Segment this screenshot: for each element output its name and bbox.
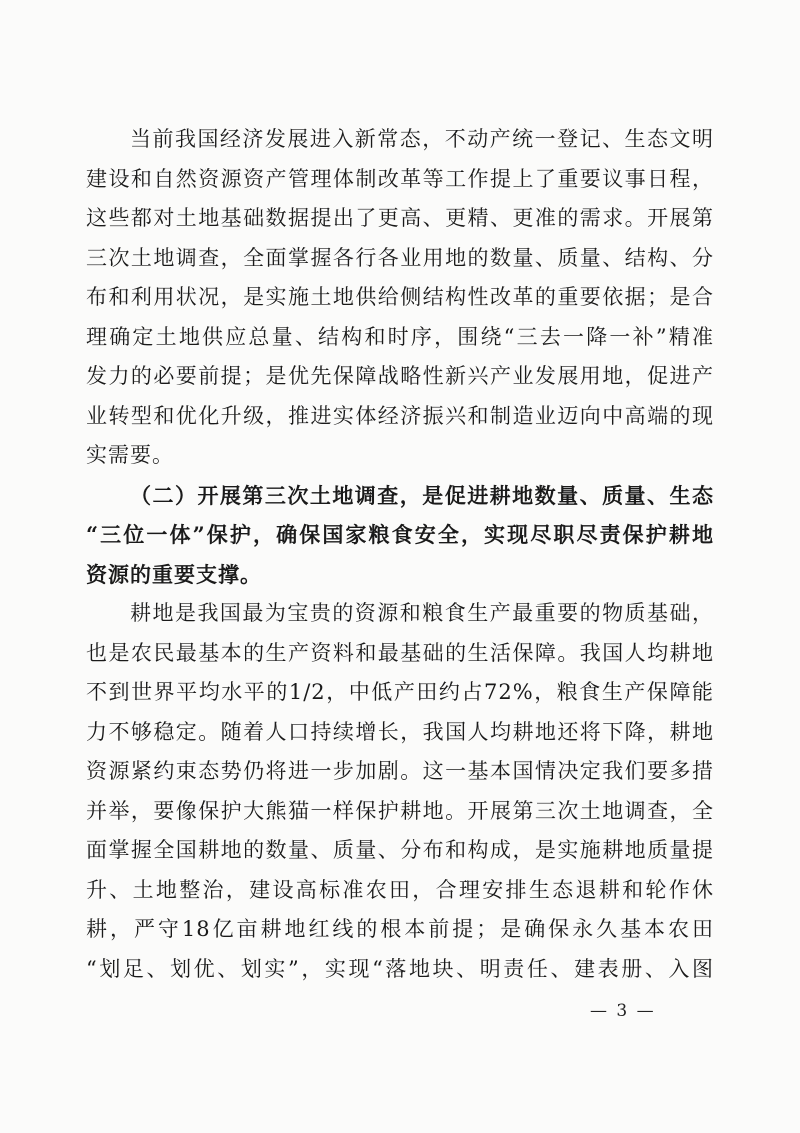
page-number: — 3 — — [590, 1001, 656, 1021]
paragraph-3 — [86, 594, 714, 989]
text-line: 三次土地调查，全面掌握各行各业用地的数量、质量、结构、分 — [86, 245, 714, 270]
text-line: 建设和自然资源资产管理体制改革等工作提上了重要议事日程， — [86, 166, 714, 191]
section-heading-paragraph — [86, 476, 714, 595]
heading-line: “三位一体”保护，确保国家粮食安全，实现尽职尽责保护耕地 — [86, 522, 714, 547]
text-line: 耕，严守18亿亩耕地红线的根本前提；是确保永久基本农田 — [86, 917, 714, 941]
text-line: 也是农民最基本的生产资料和最基础的生活保障。我国人均耕地 — [86, 640, 714, 665]
text-line: 理确定土地供应总量、结构和时序，围绕“三去一降一补”精准 — [86, 324, 714, 349]
heading-line: 资源的重要支撑。 — [86, 561, 262, 587]
text-line: 实需要。 — [86, 443, 174, 467]
text-line: 业转型和优化升级，推进实体经济振兴和制造业迈向中高端的现 — [86, 403, 714, 428]
text-line: 面掌握全国耕地的数量、质量、分布和构成，是实施耕地质量提 — [86, 838, 714, 862]
heading-line: （二）开展第三次土地调查，是促进耕地数量、质量、生态 — [130, 482, 714, 508]
text-line: 耕地是我国最为宝贵的资源和粮食生产最重要的物质基础， — [130, 601, 714, 625]
text-line: 并举，要像保护大熊猫一样保护耕地。开展第三次土地调查，全 — [86, 798, 714, 823]
paragraph-1 — [86, 120, 714, 476]
text-line: 发力的必要前提；是优先保障战略性新兴产业发展用地，促进产 — [86, 364, 714, 388]
text-line: 资源紧约束态势仍将进一步加剧。这一基本国情决定我们要多措 — [86, 759, 714, 783]
body-text — [86, 120, 714, 989]
text-line: 这些都对土地基础数据提出了更高、更精、更准的需求。开展第 — [86, 206, 714, 230]
text-line: 力不够稳定。随着人口持续增长，我国人均耕地还将下降，耕地 — [86, 719, 714, 744]
text-line: 布和利用状况，是实施土地供给侧结构性改革的重要依据；是合 — [86, 285, 714, 309]
text-line: 当前我国经济发展进入新常态，不动产统一登记、生态文明 — [130, 127, 714, 151]
text-line: 升、土地整治，建设高标准农田，合理安排生态退耕和轮作休 — [86, 877, 714, 902]
text-line: 不到世界平均水平的1/2，中低产田约占72%，粮食生产保障能 — [86, 680, 714, 704]
text-line: “划足、划优、划实”，实现“落地块、明责任、建表册、入图 — [86, 956, 714, 981]
